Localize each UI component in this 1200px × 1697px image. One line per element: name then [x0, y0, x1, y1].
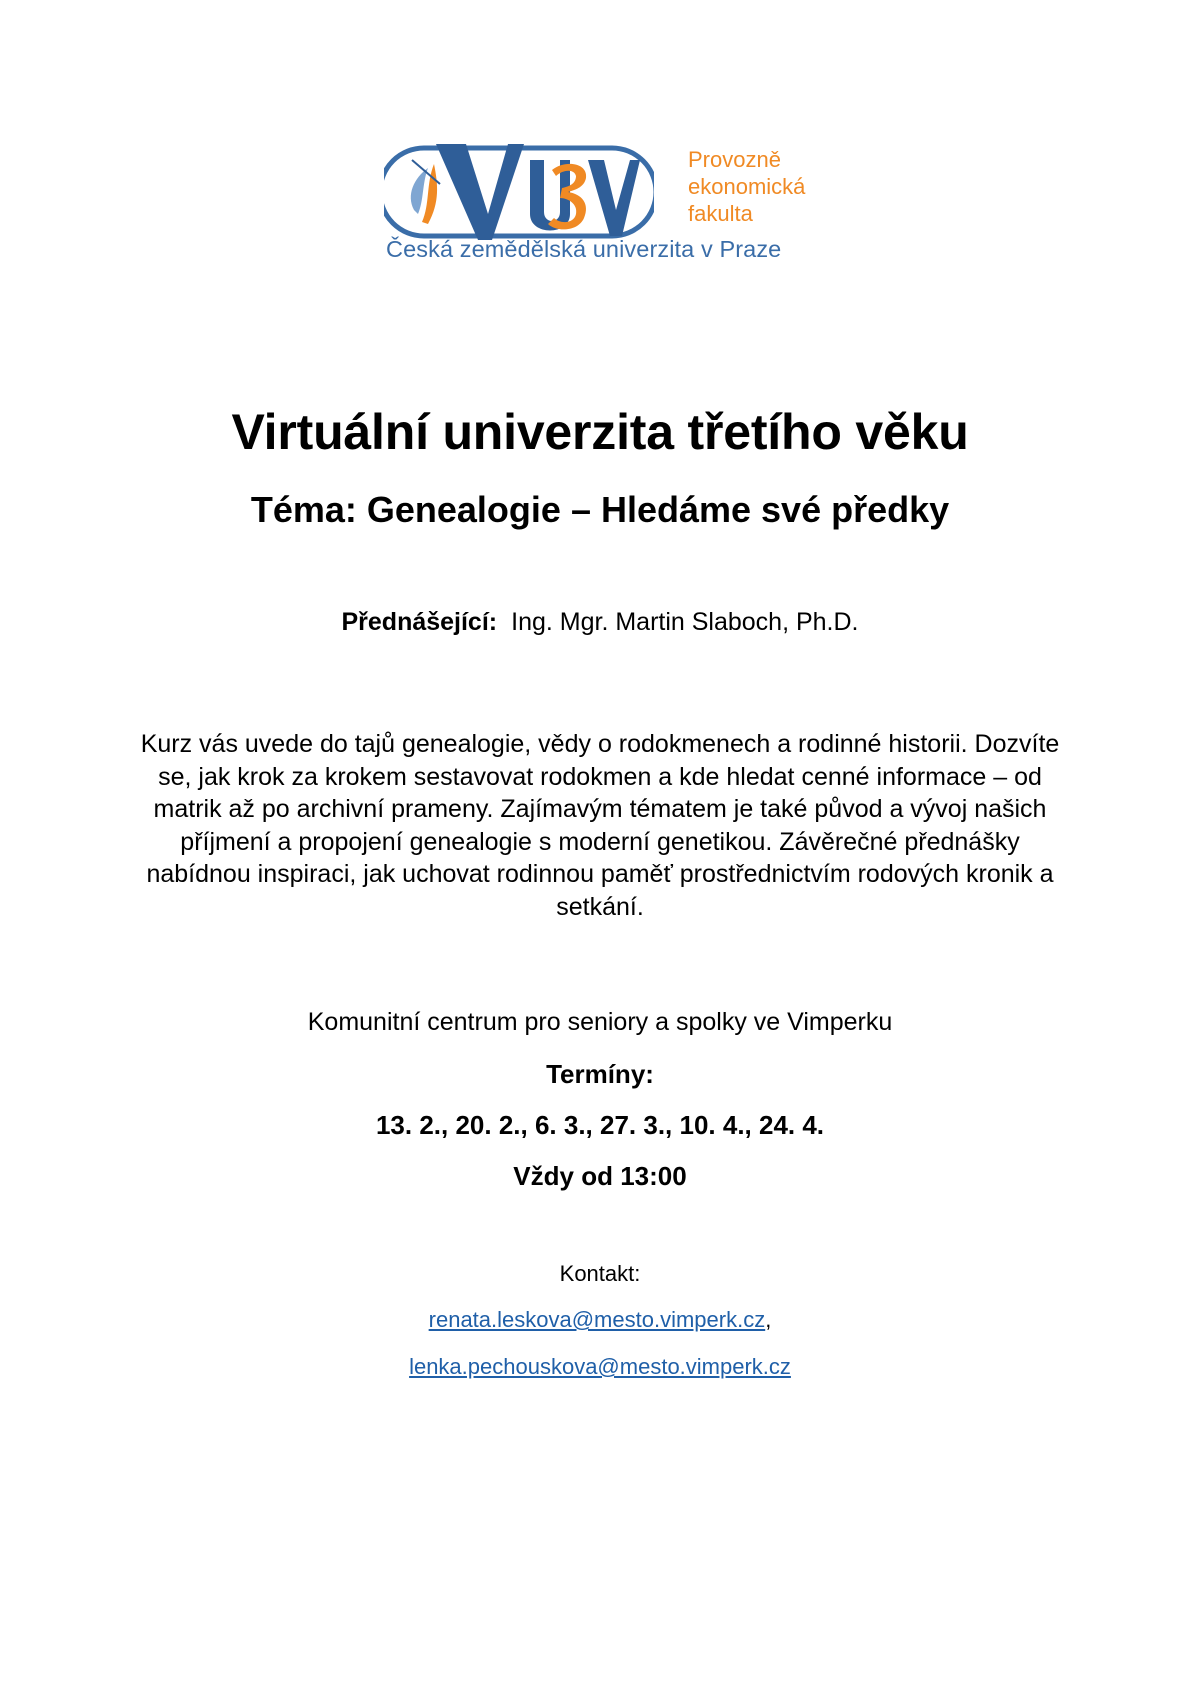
- faculty-line-1: Provozně: [688, 147, 781, 172]
- email-link-renata[interactable]: renata.leskova@mesto.vimperk.cz: [428, 1307, 766, 1332]
- course-description: Kurz vás uvede do tajů genealogie, vědy o rodokmenech a rodinné historii. Dozvíte se, jak krok za krokem sestavovat rodokmen a kde hledat cenné informace – od matrik až po archivní prameny. Zajímavým tématem je také původ a vývoj našich příjmení a propojení genealogie s moderní genetikou. Závěrečné přednášky nabídnou inspiraci, jak uchovat rodinnou paměť prostřednictvím rodových kronik a setkání.: [140, 730, 1060, 921]
- page-title: Virtuální univerzita třetího věku: [231, 404, 969, 460]
- contact-email-2-line: [0, 1353, 1200, 1381]
- faculty-name: [688, 146, 805, 227]
- lecturer-label: Přednášející:: [341, 608, 498, 636]
- vu3v-logo-icon: [384, 140, 654, 242]
- contact-email-1-line: [0, 1306, 1200, 1334]
- session-dates: 13. 2., 20. 2., 6. 3., 27. 3., 10. 4., 24. 4.: [375, 1110, 825, 1140]
- email-separator: ,: [765, 1307, 772, 1332]
- faculty-line-3: fakulta: [688, 201, 753, 226]
- email-link-lenka[interactable]: lenka.pechouskova@mesto.vimperk.cz: [409, 1354, 791, 1379]
- venue: Komunitní centrum pro seniory a spolky ve Vimperku: [307, 1008, 893, 1036]
- faculty-line-2: ekonomická: [688, 174, 806, 199]
- university-name: Česká zemědělská univerzita v Praze: [386, 236, 782, 262]
- session-time: Vždy od 13:00: [513, 1161, 687, 1191]
- topic-subtitle: Téma: Genealogie – Hledáme své předky: [250, 489, 950, 530]
- contact-label: Kontakt:: [559, 1261, 641, 1286]
- lecturer-name: Ing. Mgr. Martin Slaboch, Ph.D.: [511, 608, 859, 636]
- university-logo: [384, 140, 824, 270]
- lecturer-line: [0, 606, 1200, 638]
- terms-label: Termíny:: [546, 1059, 654, 1089]
